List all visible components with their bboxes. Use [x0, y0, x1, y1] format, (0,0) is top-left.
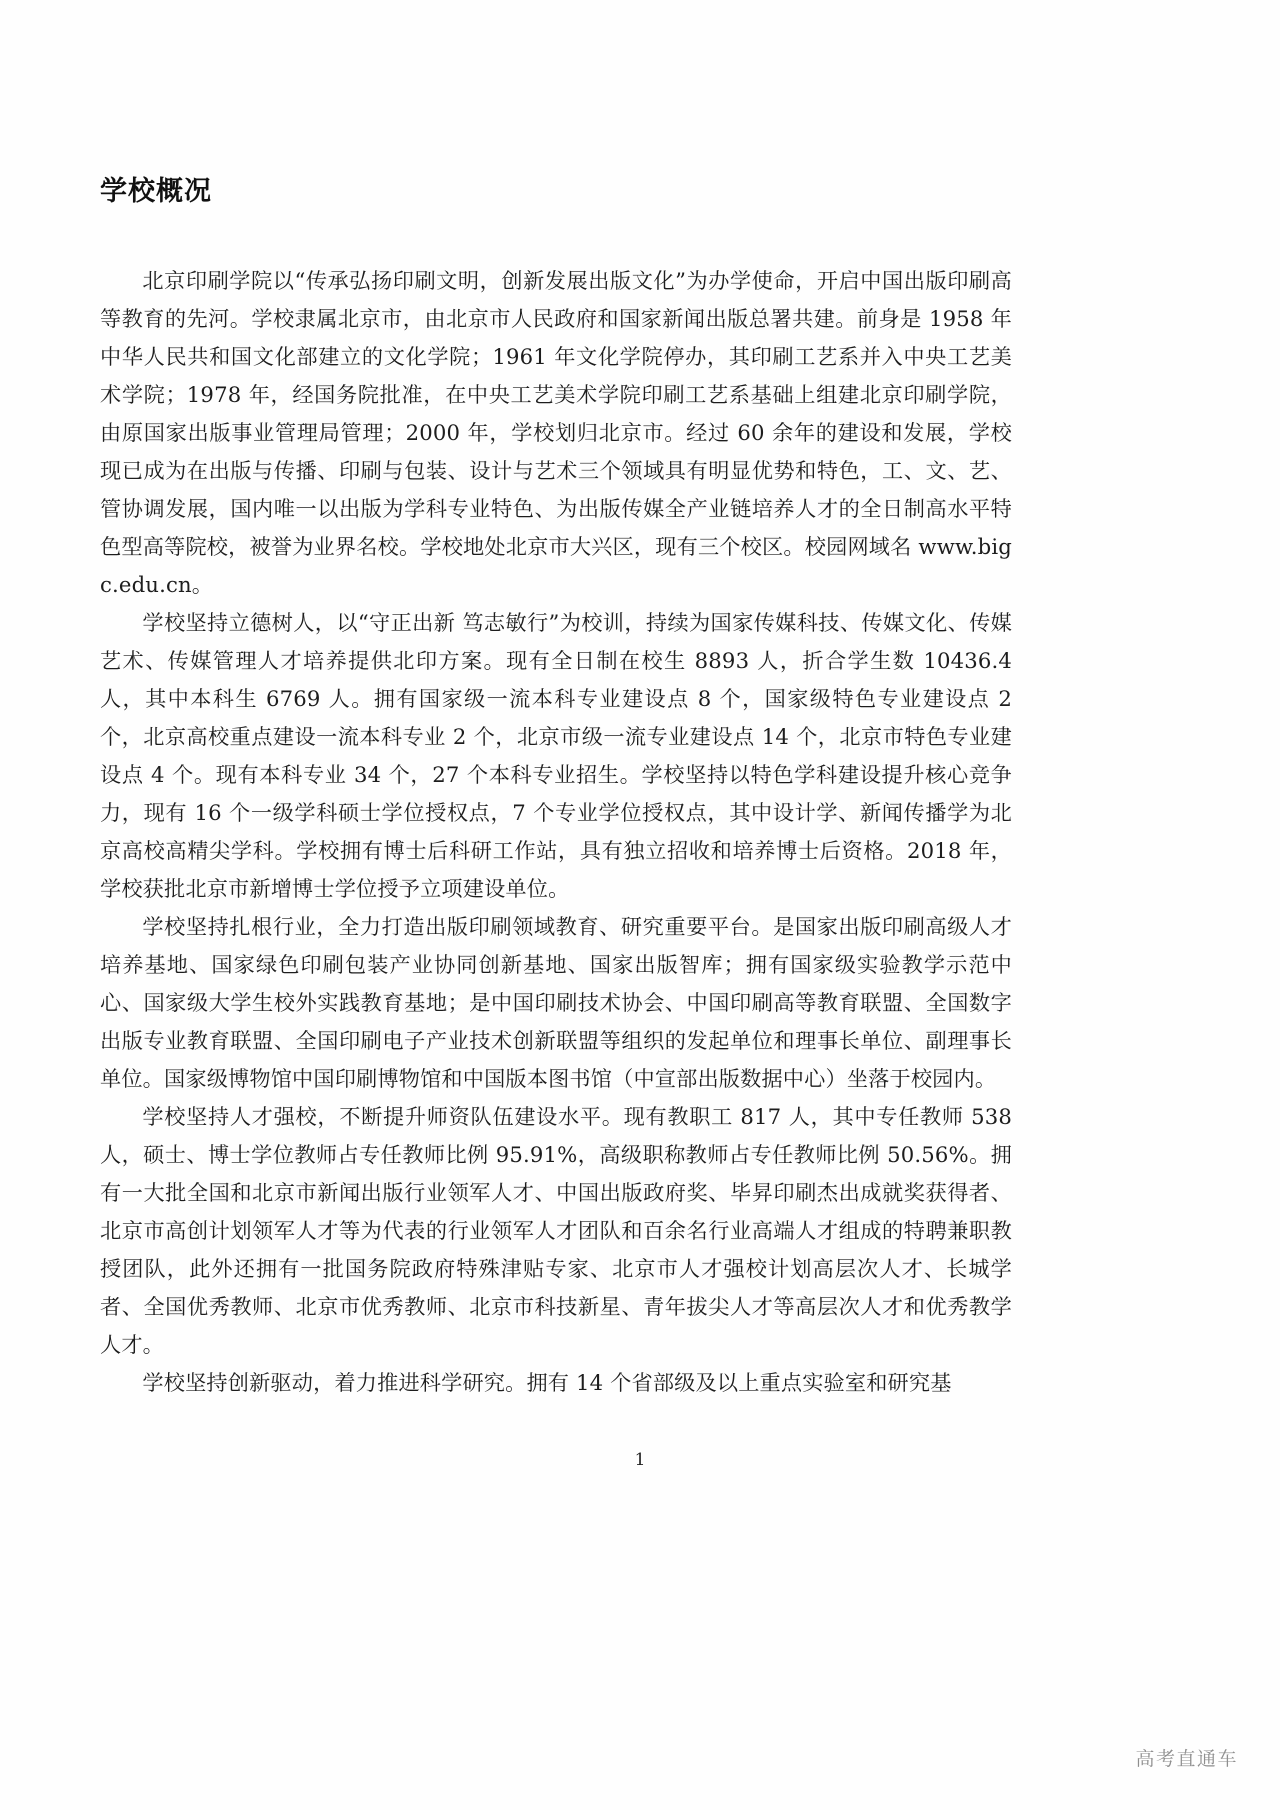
watermark: 高考直通车 [1135, 1748, 1238, 1770]
paragraph-academics: 学校坚持立德树人，以“守正出新 笃志敏行”为校训，持续为国家传媒科技、传媒文化、传媒艺术、传媒管理人才培养提供北印方案。现有全日制在校生 8893 人，折合学生数 10436.4 人，其中本科生 6769 人。拥有国家级一流本科专业建设点 8 个，国家级特色专业建设点 2 个，北京高校重点建设一流本科专业 2 个，北京市级一流专业建设点 14 个，北京市特色专业建设点 4 个。现有本科专业 34 个，27 个本科专业招生。学校坚持以特色学科建设提升核心竞争力，现有 16 个一级学科硕士学位授权点，7 个专业学位授权点，其中设计学、新闻传播学为北京高校高精尖学科。学校拥有博士后科研工作站，具有独立招收和培养博士后资格。2018 年，学校获批北京市新增博士学位授予立项建设单位。 [100, 610, 1012, 902]
paragraph-school-history: 北京印刷学院以“传承弘扬印刷文明，创新发展出版文化”为办学使命，开启中国出版印刷高等教育的先河。学校隶属北京市，由北京市人民政府和国家新闻出版总署共建。前身是 1958 年中华人民共和国文化部建立的文化学院；1961 年文化学院停办，其印刷工艺系并入中央工艺美术学院；1978 年，经国务院批准，在中央工艺美术学院印刷工艺系基础上组建北京印刷学院，由原国家出版事业管理局管理；2000 年，学校划归北京市。经过 60 余年的建设和发展，学校现已成为在出版与传播、印刷与包装、设计与艺术三个领域具有明显优势和特色，工、文、艺、管协调发展，国内唯一以出版为学科专业特色、为出版传媒全产业链培养人才的全日制高水平特色型高等院校，被誉为业界名校。学校地处北京市大兴区，现有三个校区。校园网域名 www.bigc.edu.cn。 [100, 268, 1012, 598]
paragraph-research: 学校坚持创新驱动，着力推进科学研究。拥有 14 个省部级及以上重点实验室和研究基 [142, 1370, 952, 1396]
paragraph-faculty: 学校坚持人才强校，不断提升师资队伍建设水平。现有教职工 817 人，其中专任教师 538 人，硕士、博士学位教师占专任教师比例 95.91%，高级职称教师占专任教师比例 50.56%。拥有一大批全国和北京市新闻出版行业领军人才、中国出版政府奖、毕昇印刷杰出成就奖获得者、北京市高创计划领军人才等为代表的行业领军人才团队和百余名行业高端人才组成的特聘兼职教授团队，此外还拥有一批国务院政府特殊津贴专家、北京市人才强校计划高层次人才、长城学者、全国优秀教师、北京市优秀教师、北京市科技新星、青年拔尖人才等高层次人才和优秀教学人才。 [100, 1104, 1012, 1358]
page-content [100, 176, 1012, 1402]
paragraph-industry-platforms: 学校坚持扎根行业，全力打造出版印刷领域教育、研究重要平台。是国家出版印刷高级人才培养基地、国家绿色印刷包装产业协同创新基地、国家出版智库；拥有国家级实验教学示范中心、国家级大学生校外实践教育基地；是中国印刷技术协会、中国印刷高等教育联盟、全国数字出版专业教育联盟、全国印刷电子产业技术创新联盟等组织的发起单位和理事长单位、副理事长单位。国家级博物馆中国印刷博物馆和中国版本图书馆（中宣部出版数据中心）坐落于校园内。 [100, 914, 1012, 1092]
page-number: 1 [634, 1450, 646, 1470]
page-title: 学校概况 [100, 176, 212, 207]
